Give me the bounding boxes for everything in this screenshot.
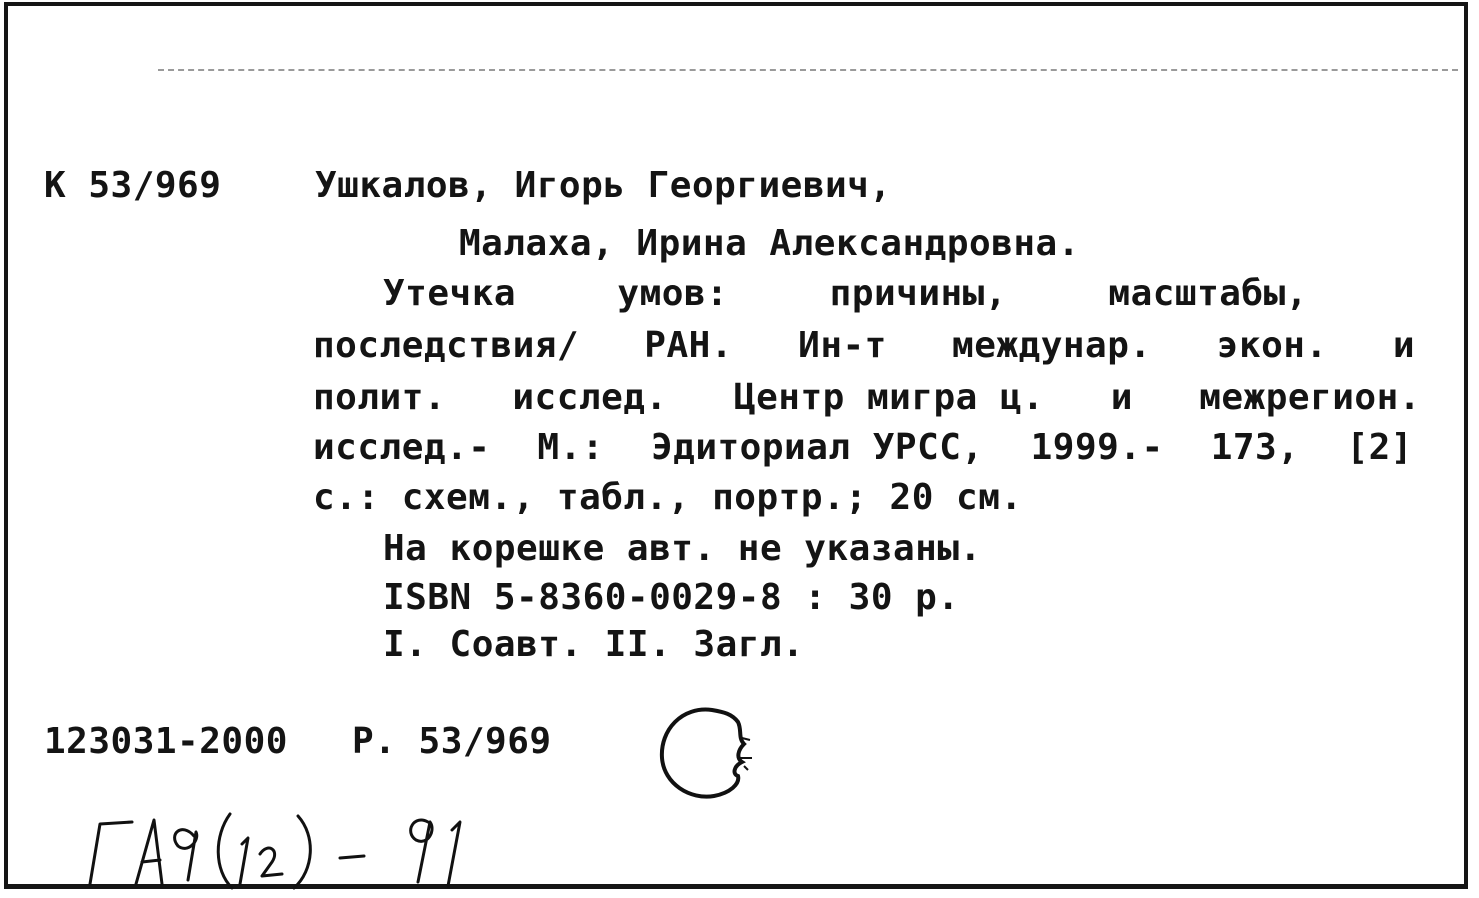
word: умов:	[617, 273, 729, 314]
word: [2]	[1346, 427, 1413, 468]
word: полит.	[313, 377, 447, 418]
title-line-2	[313, 325, 1415, 366]
word: РАН.	[644, 325, 733, 366]
word: 173,	[1210, 427, 1300, 468]
word: масштабы,	[1108, 273, 1308, 314]
author-line-1: Ушкалов, Игорь Георгиевич,	[315, 165, 892, 206]
imprint-line	[313, 427, 1413, 468]
physical-description: с.: схем., табл., портр.; 20 см.	[313, 477, 1023, 518]
tracings-line: I. Соавт. II. Загл.	[383, 624, 805, 665]
accession-number: 123031-2000	[44, 721, 288, 762]
word: Эдиториал УРСС,	[650, 427, 984, 468]
title-line-1	[383, 273, 1308, 314]
word: экон.	[1216, 325, 1328, 366]
call-number: К 53/969	[44, 165, 222, 206]
word: Ин-т	[798, 325, 887, 366]
note-line: На корешке авт. не указаны.	[383, 528, 982, 569]
word: последствия/	[313, 325, 580, 366]
word: причины,	[829, 273, 1008, 314]
word: межрегион.	[1199, 377, 1421, 418]
word: Центр мигра ц.	[733, 377, 1045, 418]
top-dashed-rule	[158, 69, 1458, 71]
title-line-3	[313, 377, 1421, 418]
word: исслед.-	[313, 427, 491, 468]
stamp-circle	[652, 700, 764, 804]
word: междунар.	[952, 325, 1152, 366]
word: 1999.-	[1030, 427, 1164, 468]
word: М.:	[537, 427, 604, 468]
word: исслед.	[512, 377, 668, 418]
word: и	[1110, 377, 1133, 418]
handwritten-shelf-mark	[84, 800, 504, 890]
isbn-line: ISBN 5-8360-0029-8 : 30 р.	[383, 577, 960, 618]
word: Утечка	[383, 273, 517, 314]
author-line-2: Малаха, Ирина Александровна.	[459, 223, 1080, 264]
call-number-bottom: Р. 53/969	[352, 721, 552, 762]
word: и	[1392, 325, 1415, 366]
